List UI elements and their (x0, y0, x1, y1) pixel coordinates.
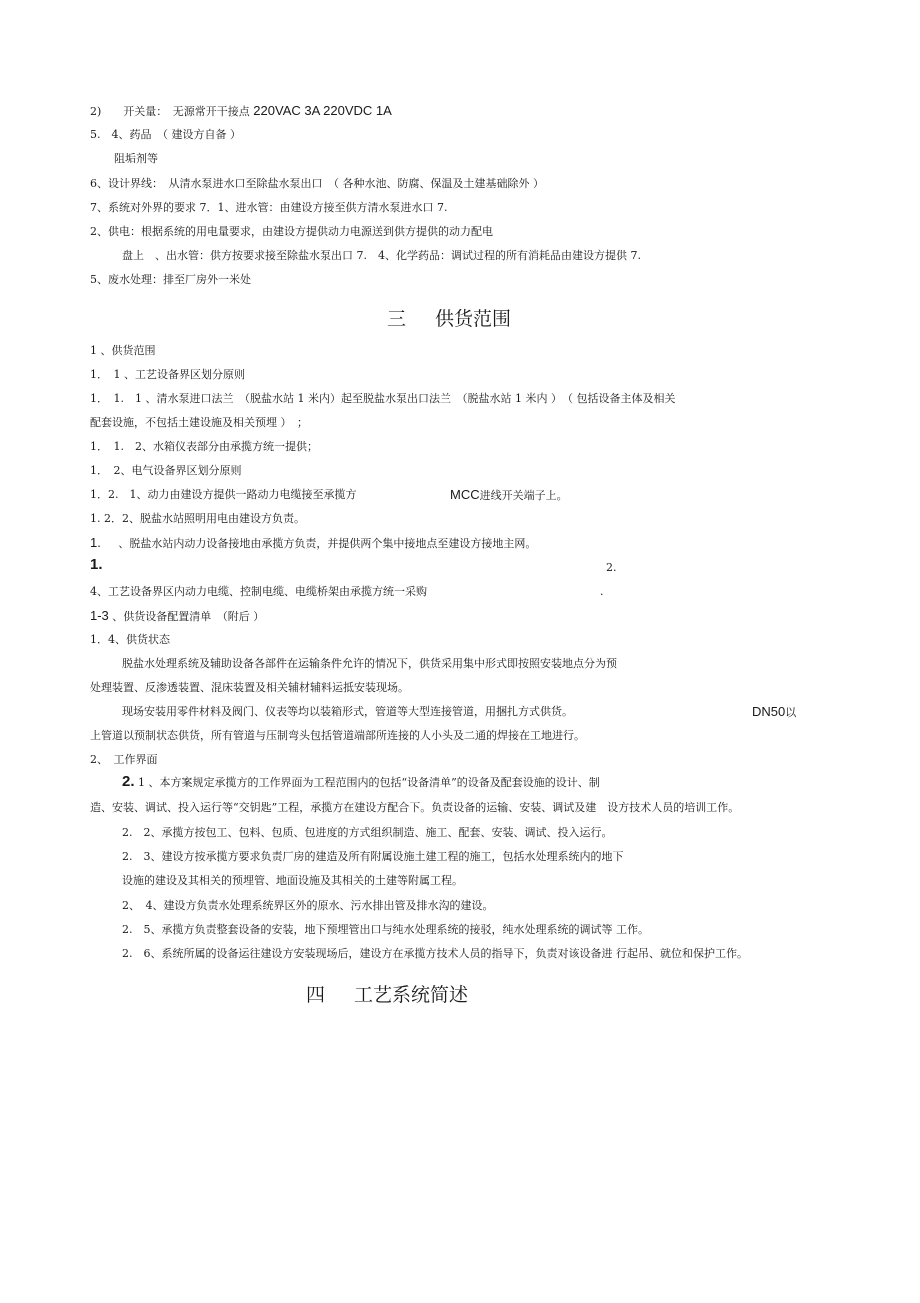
text-segment: 、脱盐水站内动力设备接地由承揽方负责，并提供两个集中接地点至建设方接地主网。 (118, 537, 537, 550)
text-line (752, 705, 796, 720)
text-segment: 、供货设备配置清单 （附后 ） (112, 610, 265, 623)
text-line: 脱盐水处理系统及辅助设备各部件在运输条件允许的情况下，供货采用集中形式即按照安装地点分为预 (122, 657, 617, 670)
text-line: 现场安装用零件材料及阀门、仪表等均以装箱形式，管道等大型连接管道，用捆扎方式供货。 (122, 705, 573, 718)
text-segment: 2) 开关量： 无源常开干接点 (90, 105, 250, 118)
section-title: 工艺系统简述 (354, 984, 469, 1006)
text-line (90, 104, 392, 119)
text-line: 设施的建设及其相关的预埋管、地面设施及其相关的土建等附属工程。 (122, 874, 463, 887)
text-line: 1． 1. 1 、清水泵进口法兰 （脱盐水站 1 米内）起至脱盐水泵出口法兰 （脱盐水站 1 米内 ） （ 包括设备主体及相关 (90, 392, 676, 405)
text-segment: 1. (90, 535, 101, 550)
text-line: 造、安装、调试、投入运行等“交钥匙”工程，承揽方在建设方配合下。负责设备的运输、安装、调试及建 设方技术人员的培训工作。 (90, 801, 740, 814)
text-line: 5、废水处理：排至厂房外一米处 (90, 273, 251, 286)
text-line: 1 、供货范围 (90, 344, 156, 357)
text-segment: 1 、本方案规定承揽方的工作界面为工程范围内的包括“设备清单”的设备及配套设施的设计、制 (138, 776, 600, 789)
text-line: 1. 2．2、脱盐水站照明用电由建设方负责。 (90, 512, 305, 525)
text-segment: 220VAC 3A 220VDC 1A (253, 103, 392, 118)
text-line: 1．4、供货状态 (90, 633, 170, 646)
text-line: 阻垢剂等 (114, 152, 158, 165)
text-segment: 2. (122, 773, 135, 790)
text-segment: 1-3 (90, 608, 109, 623)
text-line: 6、设计界线： 从清水泵进水口至除盐水泵出口 （ 各种水池、防腐、保温及土建基础除外 ） (90, 177, 544, 190)
text-segment: 2. (606, 561, 617, 574)
text-line: 2. 6、系统所属的设备运往建设方安装现场后，建设方在承揽方技术人员的指导下，负责对该设备进 行起吊、就位和保护工作。 (122, 947, 748, 960)
text-line (90, 609, 264, 624)
text-line: 1．2. 1、动力由建设方提供一路动力电缆接至承揽方 (90, 488, 357, 501)
text-line: 2、 4、建设方负责水处理系统界区外的原水、污水排出管及排水沟的建设。 (122, 899, 494, 912)
text-segment: MCC (450, 487, 480, 502)
text-line: 1． 2、电气设备界区划分原则 (90, 464, 242, 477)
section-number: 三 (387, 308, 407, 330)
text-line: 上管道以预制状态供货，所有管道与压制弯头包括管道端部所连接的人小头及二通的焊接在工地进行。 (90, 729, 585, 742)
text-line (122, 775, 600, 790)
section-heading (306, 983, 468, 1007)
text-line: 2. 5、承揽方负责整套设备的安装，地下预埋管出口与纯水处理系统的接驳，纯水处理系统的调试等 工作。 (122, 923, 649, 936)
section-number: 四 (306, 984, 326, 1006)
text-line: 配套设施，不包括土建设施及相关预埋 ） ； (90, 416, 308, 429)
text-line: 4、工艺设备界区内动力电缆、控制电缆、电缆桥架由承揽方统一采购 (90, 585, 427, 598)
text-segment: . (600, 585, 604, 598)
section-title: 供货范围 (435, 308, 512, 330)
text-segment: 以 (785, 706, 797, 719)
text-segment: 进线开关端子上。 (479, 489, 568, 502)
section-heading (387, 307, 511, 331)
text-line (450, 488, 568, 503)
text-line: 5. 4、药品 （ 建设方自备 ） (90, 128, 241, 141)
text-segment: 1. (90, 556, 103, 573)
text-line: 1． 1 、工艺设备界区划分原则 (90, 368, 245, 381)
text-line: 2、 工作界面 (90, 753, 158, 766)
text-line (90, 558, 103, 573)
text-line: 1． 1. 2、水箱仪表部分由承揽方统一提供； (90, 440, 318, 453)
text-line: 2. 2、承揽方按包工、包料、包质、包进度的方式组织制造、施工、配套、安装、调试、投入运行。 (122, 826, 613, 839)
text-line: 7、系统对外界的要求 7．1、进水管：由建设方接至供方清水泵进水口 7. (90, 201, 448, 214)
text-line: 处理装置、反渗透装置、混床装置及相关辅材辅料运抵安装现场。 (90, 681, 409, 694)
text-line (90, 536, 536, 551)
text-segment: DN50 (752, 704, 786, 719)
text-line: 2、供电：根据系统的用电量要求，由建设方提供动力电源送到供方提供的动力配电 (90, 225, 493, 238)
text-line: 盘上 、出水管：供方按要求接至除盐水泵出口 7. 4、化学药品：调试过程的所有消耗品由建设方提供 7. (122, 249, 641, 262)
text-line: 2. 3、建设方按承揽方要求负责厂房的建造及所有附属设施土建工程的施工，包括水处理系统内的地下 (122, 850, 624, 863)
